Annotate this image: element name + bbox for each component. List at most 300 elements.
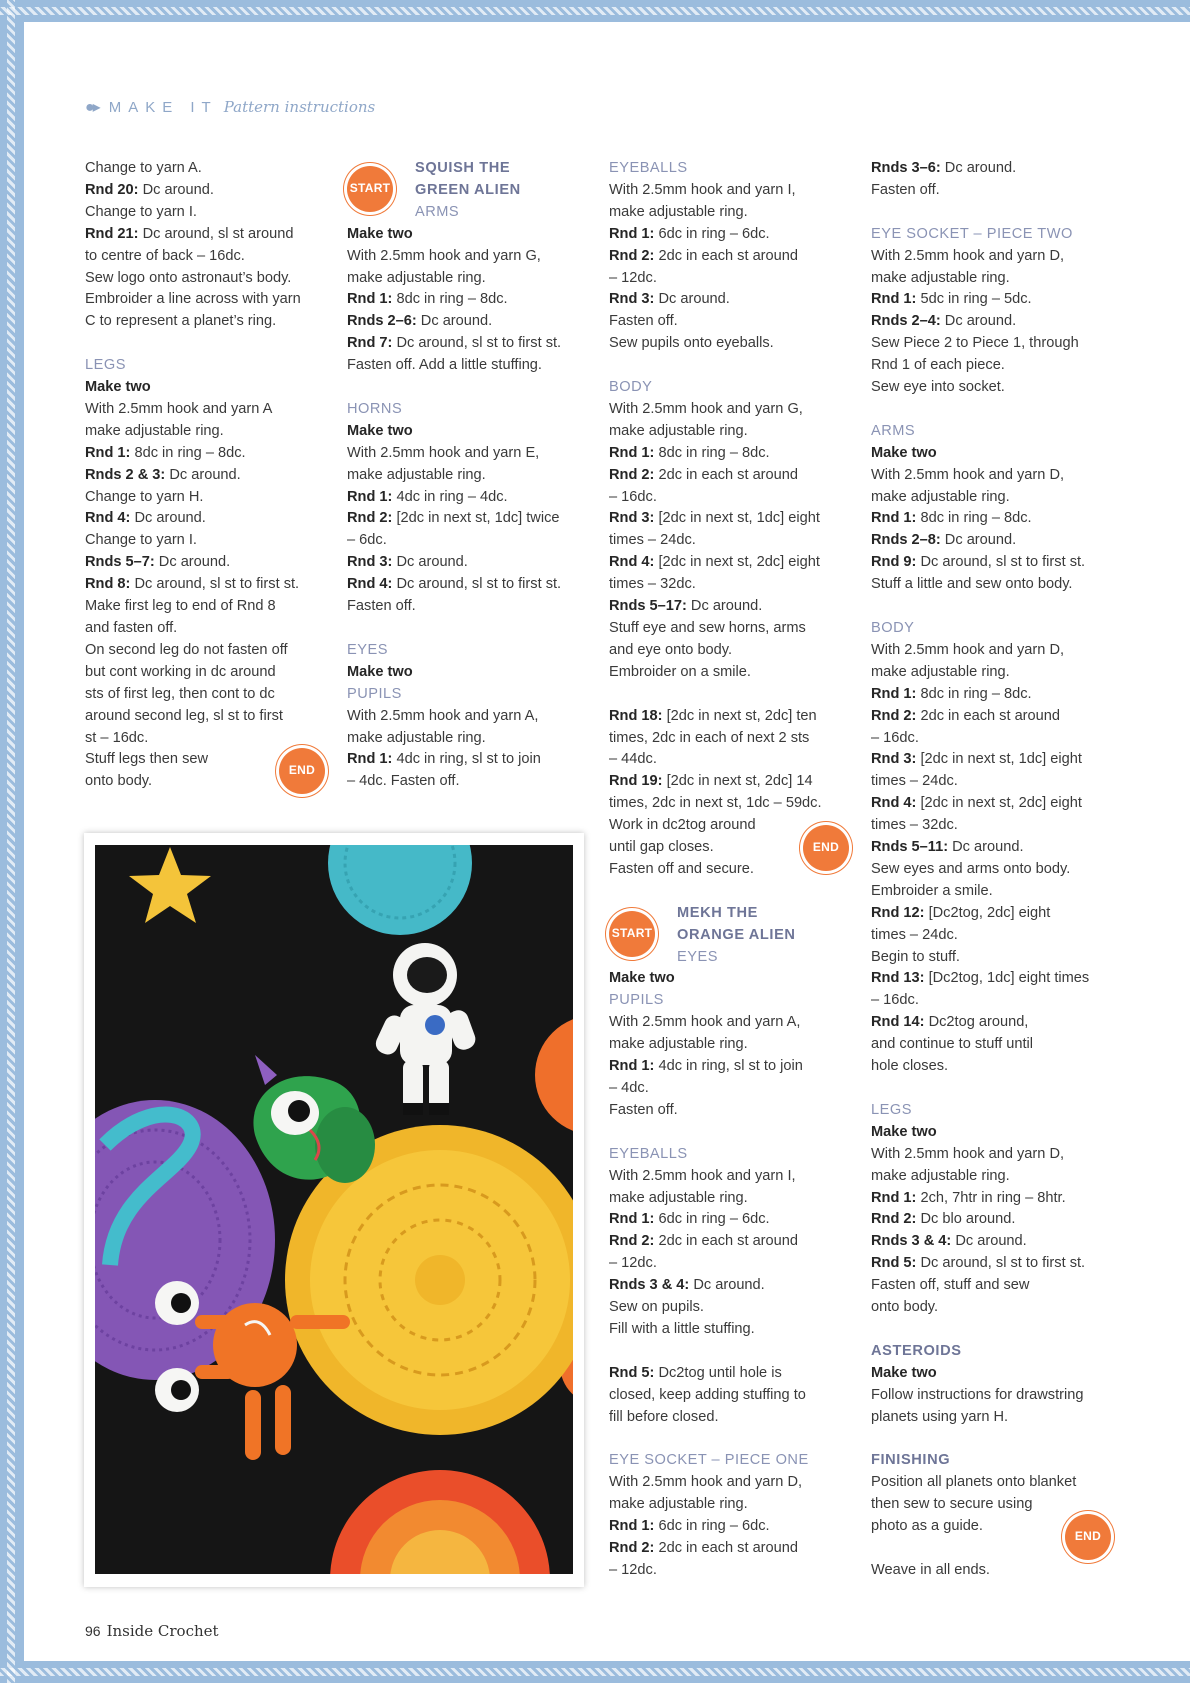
magazine-name: Inside Crochet [106,1622,219,1640]
section-header [85,95,375,119]
instruction-line: Change to yarn I. [85,203,197,220]
round-label: Rnd 1: [347,488,393,505]
instruction-line: With 2.5mm hook and yarn D, [871,247,1065,264]
round-text: 8dc in ring – 8dc. [916,510,1032,527]
round-label: Rnd 7: [347,335,393,352]
round-label: Rnd 2: [609,1539,655,1556]
instruction-line: – 6dc. [347,532,387,549]
instruction-line: Sew pupils onto eyeballs. [609,335,774,352]
page-number: 96 [85,1623,101,1639]
round-instruction [609,289,849,311]
round-instruction [609,1363,849,1385]
spacer [609,684,849,706]
section-heading: LEGS [85,357,126,374]
instruction-line: planets using yarn H. [871,1408,1009,1425]
round-label: Rnd 1: [609,225,655,242]
round-instruction [347,508,587,530]
round-label: Rnds 2 & 3: [85,466,166,483]
round-label: Rnd 18: [609,707,663,724]
round-instruction [871,289,1111,311]
round-label: Rnd 19: [609,773,663,790]
round-text: 2dc in each st around [654,1233,799,1250]
spacer [347,618,587,640]
round-label: Rnd 1: [347,751,393,768]
section-heading: EYES [677,948,718,965]
round-label: Rnd 3: [347,554,393,571]
round-text: Dc around. [392,554,468,571]
round-text: 8dc in ring – 8dc. [392,291,508,308]
round-instruction [871,706,1111,728]
round-label: Rnd 2: [347,510,393,527]
instruction-line: – 12dc. [609,1255,657,1272]
spacer [609,1428,849,1450]
round-label: Rnd 13: [871,970,925,987]
round-text: Dc around. [948,839,1024,856]
round-instruction [871,508,1111,530]
instruction-line: make adjustable ring. [609,1496,748,1513]
section-heading: ARMS [871,422,916,439]
round-instruction [347,552,587,574]
round-instruction [347,333,587,355]
round-text: Dc around. [940,160,1017,176]
round-text: Dc around. [130,510,206,527]
instruction-line: times, 2dc in each of next 2 sts [609,729,810,746]
round-text: 6dc in ring – 6dc. [654,1518,770,1535]
round-text: [2dc in next st, 1dc] eight [916,751,1082,768]
instruction-line: Embroider a smile. [871,882,993,899]
round-instruction [85,443,325,465]
instruction-line: Position all planets onto blanket [871,1474,1077,1491]
round-label: Rnds 5–7: [85,554,155,571]
round-instruction [347,311,587,333]
instruction-line: photo as a guide. [871,1518,983,1535]
instruction-line: With 2.5mm hook and yarn E, [347,444,540,461]
section-heading: BODY [609,379,653,396]
round-label: Rnd 4: [871,795,917,812]
instruction-line: make adjustable ring. [609,203,748,220]
end-badge: END [279,748,325,794]
round-text: 8dc in ring – 8dc. [916,685,1032,702]
start-badge: START [609,911,655,957]
instruction-line: Rnd 1 of each piece. [871,357,1005,374]
page-footer [85,1622,219,1640]
instruction-line: With 2.5mm hook and yarn D, [609,1474,803,1491]
instruction-line: times – 24dc. [609,532,696,549]
round-instruction [609,465,849,487]
round-text: Dc around. [689,1277,765,1294]
round-instruction [871,158,1111,180]
round-instruction [871,1188,1111,1210]
instruction-line: With 2.5mm hook and yarn A, [609,1014,801,1031]
spacer [871,202,1111,224]
instruction-line: make adjustable ring. [871,663,1010,680]
round-label: Rnds 5–11: [871,839,949,856]
round-label: Rnd 1: [871,685,917,702]
round-text: 5dc in ring – 5dc. [916,291,1032,308]
round-instruction [609,1538,849,1560]
instruction-line: With 2.5mm hook and yarn G, [347,247,541,264]
round-instruction [609,1516,849,1538]
round-label: Rnd 8: [85,576,131,593]
round-instruction [609,1209,849,1231]
start-heading [347,158,587,224]
instruction-line: around second leg, sl st to first [85,707,283,724]
instruction-line: st – 16dc. [85,729,149,746]
instruction-line: and continue to stuff until [871,1036,1033,1053]
round-instruction [871,903,1111,925]
round-text: [2dc in next st, 1dc] twice [392,510,560,527]
instruction-line: Sew eye into socket. [871,379,1005,396]
instruction-line: closed, keep adding stuffing to [609,1386,806,1403]
column-1 [85,158,325,793]
instruction-line: times – 32dc. [871,817,958,834]
column-4 [871,158,1111,1582]
instruction-line: onto body. [85,773,153,790]
instruction-line: Begin to stuff. [871,948,960,965]
alien-title [677,903,796,969]
round-text: Dc around, sl st to first st. [130,576,300,593]
instruction-line: times – 24dc. [871,773,958,790]
round-instruction [85,508,325,530]
instruction-line: Weave in all ends. [871,1561,990,1578]
round-instruction [609,246,849,268]
section-heading: PUPILS [609,992,664,1009]
instruction-line: make adjustable ring. [347,269,486,286]
instruction-line: – 12dc. [609,269,657,286]
round-instruction [609,1056,849,1078]
round-label: Rnd 2: [871,1211,917,1228]
spacer [871,1078,1111,1100]
round-text: Dc around. [138,181,214,198]
round-instruction [609,552,849,574]
round-text: [Dc2tog, 2dc] eight [924,904,1051,921]
spacer [609,1122,849,1144]
spacer [347,377,587,399]
instruction-line: make adjustable ring. [609,422,748,439]
round-text: Dc2tog until hole is [654,1364,782,1381]
column-3 [609,158,849,1582]
crochet-scene-illustration [95,845,573,1574]
round-label: Rnd 21: [85,225,139,242]
round-label: Rnd 3: [871,751,917,768]
section-heading: PUPILS [347,685,402,702]
make-count: Make two [347,225,413,242]
round-label: Rnd 2: [871,707,917,724]
instruction-line: – 16dc. [871,992,919,1009]
round-text: Dc around. [654,291,730,308]
round-label: Rnd 1: [85,444,131,461]
instruction-line: – 12dc. [609,1561,657,1578]
instruction-line: make adjustable ring. [347,466,486,483]
left-zigzag-trim [7,0,15,1683]
round-text: [2dc in next st, 2dc] ten [662,707,817,724]
round-label: Rnds 3–6: [871,160,941,176]
round-text: [2dc in next st, 1dc] eight [654,510,820,527]
round-text: Dc around. [416,313,493,330]
spacer [871,1319,1111,1341]
instruction-line: With 2.5mm hook and yarn G, [609,400,803,417]
spacer [871,399,1111,421]
round-label: Rnd 4: [609,554,655,571]
round-instruction [871,749,1111,771]
round-label: Rnd 2: [609,466,655,483]
round-text: Dc around. [165,466,241,483]
make-count: Make two [347,663,413,680]
round-label: Rnd 4: [85,510,131,527]
round-text: Dc around, sl st to first st. [392,335,562,352]
instruction-line: and eye onto body. [609,641,733,658]
round-text: [2dc in next st, 2dc] 14 [662,773,813,790]
round-text: Dc around. [951,1233,1027,1250]
instruction-line: times – 24dc. [871,926,958,943]
instruction-line: and fasten off. [85,620,178,637]
round-instruction [871,968,1111,990]
instruction-line: – 4dc. [609,1079,649,1096]
instruction-line: C to represent a planet’s ring. [85,313,277,330]
round-text: 6dc in ring – 6dc. [654,225,770,242]
round-instruction [347,749,587,771]
round-text: 4dc in ring, sl st to join [654,1058,803,1075]
spacer [609,355,849,377]
round-label: Rnd 1: [609,1058,655,1075]
round-text: 2dc in each st around [654,1539,799,1556]
section-heading: LEGS [871,1101,912,1118]
round-text: 4dc in ring, sl st to join [392,751,541,768]
round-instruction [85,180,325,202]
section-heading: HORNS [347,400,403,417]
spacer [871,596,1111,618]
end-block [609,815,849,881]
round-label: Rnd 1: [609,1211,655,1228]
make-count: Make two [85,379,151,396]
instruction-line: make adjustable ring. [347,729,486,746]
round-instruction [347,574,587,596]
round-label: Rnd 1: [609,1518,655,1535]
round-text: 6dc in ring – 6dc. [654,1211,770,1228]
instruction-line: Change to yarn H. [85,488,204,505]
round-label: Rnd 1: [609,444,655,461]
alien-title [415,158,521,224]
round-label: Rnd 5: [609,1364,655,1381]
round-text: Dc around, sl st to first st. [916,1255,1086,1272]
round-instruction [609,224,849,246]
instruction-line: Sew logo onto astronaut’s body. [85,269,292,286]
round-text: 2dc in each st around [916,707,1061,724]
instruction-line: make adjustable ring. [85,422,224,439]
round-instruction [871,837,1111,859]
instruction-line: – 16dc. [609,488,657,505]
section-heading: EYE SOCKET – PIECE TWO [871,225,1073,242]
section-heading: EYES [347,641,388,658]
section-heading: EYEBALLS [609,160,688,176]
instruction-line: Sew on pupils. [609,1299,704,1316]
round-instruction [871,1231,1111,1253]
round-instruction [347,289,587,311]
make-count: Make two [871,1364,937,1381]
round-instruction [85,224,325,246]
round-text: [2dc in next st, 2dc] eight [916,795,1082,812]
round-text: 2dc in each st around [654,466,799,483]
instruction-line: Fasten off and secure. [609,860,754,877]
instruction-line: to centre of back – 16dc. [85,247,245,264]
make-count: Make two [347,422,413,439]
instruction-line: sts of first leg, then cont to dc [85,685,275,702]
round-label: Rnd 3: [609,291,655,308]
round-text: Dc around. [686,598,763,615]
round-label: Rnds 2–4: [871,313,941,330]
instruction-line: hole closes. [871,1058,949,1075]
round-instruction [871,1209,1111,1231]
spacer [871,1428,1111,1450]
spacer [609,881,849,903]
round-instruction [609,1231,849,1253]
instruction-line: With 2.5mm hook and yarn D, [871,466,1065,483]
round-label: Rnd 20: [85,181,139,198]
instruction-line: times, 2dc in next st, 1dc – 59dc. [609,795,822,812]
instruction-line: times – 32dc. [609,576,696,593]
round-label: Rnd 1: [871,510,917,527]
bottom-zigzag-trim [0,1668,1190,1676]
round-instruction [609,706,849,728]
instruction-line: Stuff eye and sew horns, arms [609,620,806,637]
instruction-line: Fasten off. [347,598,416,615]
instruction-line: Fasten off, stuff and sew [871,1277,1030,1294]
round-instruction [85,574,325,596]
round-instruction [871,530,1111,552]
section-heading: ARMS [415,203,460,220]
make-count: Make two [871,1123,937,1140]
round-label: Rnd 2: [609,247,655,264]
round-label: Rnd 9: [871,554,917,571]
instruction-line: Change to yarn I. [85,532,197,549]
round-label: Rnd 5: [871,1255,917,1272]
end-badge: END [1065,1514,1111,1560]
round-label: Rnds 2–6: [347,313,417,330]
instruction-line: With 2.5mm hook and yarn A [85,400,273,417]
instruction-line: make adjustable ring. [609,1036,748,1053]
round-text: Dc around. [940,532,1017,549]
end-badge: END [803,825,849,871]
section-heading: EYE SOCKET – PIECE ONE [609,1452,809,1469]
instruction-line: make adjustable ring. [871,1167,1010,1184]
round-label: Rnds 5–17: [609,598,687,615]
round-label: Rnd 3: [609,510,655,527]
instruction-line: Embroider a line across with yarn [85,291,301,308]
round-text: Dc around. [154,554,231,571]
round-label: Rnd 4: [347,576,393,593]
round-instruction [871,311,1111,333]
instruction-line: With 2.5mm hook and yarn D, [871,1145,1065,1162]
round-instruction [85,465,325,487]
instruction-line: – 16dc. [871,729,919,746]
round-text: Dc2tog around, [924,1014,1029,1031]
arrow-icon: ●▸ [85,99,99,116]
round-instruction [85,552,325,574]
round-instruction [871,1012,1111,1034]
instruction-line: Embroider on a smile. [609,663,751,680]
round-label: Rnd 2: [609,1233,655,1250]
round-label: Rnd 12: [871,904,925,921]
instruction-line: With 2.5mm hook and yarn I, [609,1167,796,1184]
end-block [85,749,325,793]
instruction-line: Fasten off. [609,1101,678,1118]
section-heading: ASTEROIDS [871,1342,962,1359]
instruction-line: – 4dc. Fasten off. [347,773,460,790]
instruction-line: Sew Piece 2 to Piece 1, through [871,335,1079,352]
instruction-line: Sew eyes and arms onto body. [871,860,1071,877]
instruction-line: Work in dc2tog around [609,817,756,834]
round-text: 2ch, 7htr in ring – 8htr. [916,1189,1066,1206]
instruction-line: then sew to secure using [871,1496,1033,1513]
round-label: Rnd 1: [871,1189,917,1206]
round-text: [Dc2tog, 1dc] eight times [924,970,1090,987]
alien-name-line: GREEN ALIEN [415,181,521,198]
make-count: Make two [871,444,937,461]
round-label: Rnd 14: [871,1014,925,1031]
round-text: Dc around, sl st to first st. [916,554,1086,571]
instruction-line: Stuff a little and sew onto body. [871,576,1073,593]
round-label: Rnd 1: [871,291,917,308]
round-text: Dc blo around. [916,1211,1016,1228]
instruction-line: With 2.5mm hook and yarn D, [871,641,1065,658]
round-text: Dc around. [940,313,1017,330]
round-label: Rnds 2–8: [871,532,941,549]
instruction-line: make adjustable ring. [609,1189,748,1206]
round-label: Rnds 3 & 4: [609,1277,690,1294]
round-instruction [871,793,1111,815]
round-text: Dc around, sl st around [138,225,294,242]
section-heading: BODY [871,619,915,636]
round-label: Rnds 3 & 4: [871,1233,952,1250]
section-heading: FINISHING [871,1452,951,1469]
instruction-line: On second leg do not fasten off [85,641,288,658]
alien-name-line: ORANGE ALIEN [677,926,796,943]
round-instruction [871,1253,1111,1275]
end-block [871,1494,1111,1582]
round-instruction [609,443,849,465]
column-2 [347,158,587,793]
instruction-line: onto body. [871,1299,939,1316]
instruction-line: Fasten off. [609,313,678,330]
round-instruction [609,596,849,618]
round-instruction [347,487,587,509]
round-text: 8dc in ring – 8dc. [130,444,246,461]
round-text: 4dc in ring – 4dc. [392,488,508,505]
instruction-line: until gap closes. [609,839,714,856]
instruction-line: but cont working in dc around [85,663,276,680]
start-badge: START [347,166,393,212]
section-label: MAKE IT [108,98,218,116]
round-text: 2dc in each st around [654,247,799,264]
spacer [609,1341,849,1363]
instruction-line: Change to yarn A. [85,160,202,176]
instruction-line: Fasten off. Add a little stuffing. [347,357,542,374]
section-heading: EYEBALLS [609,1145,688,1162]
crochet-photo [95,845,573,1574]
instruction-line: make adjustable ring. [871,269,1010,286]
instruction-line: Fasten off. [871,181,940,198]
round-text: [2dc in next st, 2dc] eight [654,554,820,571]
instruction-line: make adjustable ring. [871,488,1010,505]
make-count: Make two [609,970,675,987]
instruction-line: Follow instructions for drawstring [871,1386,1084,1403]
instruction-line: fill before closed. [609,1408,719,1425]
round-instruction [871,684,1111,706]
section-subtitle: Pattern instructions [223,98,376,116]
start-heading [609,903,849,969]
instruction-line: With 2.5mm hook and yarn A, [347,707,539,724]
spacer [85,333,325,355]
